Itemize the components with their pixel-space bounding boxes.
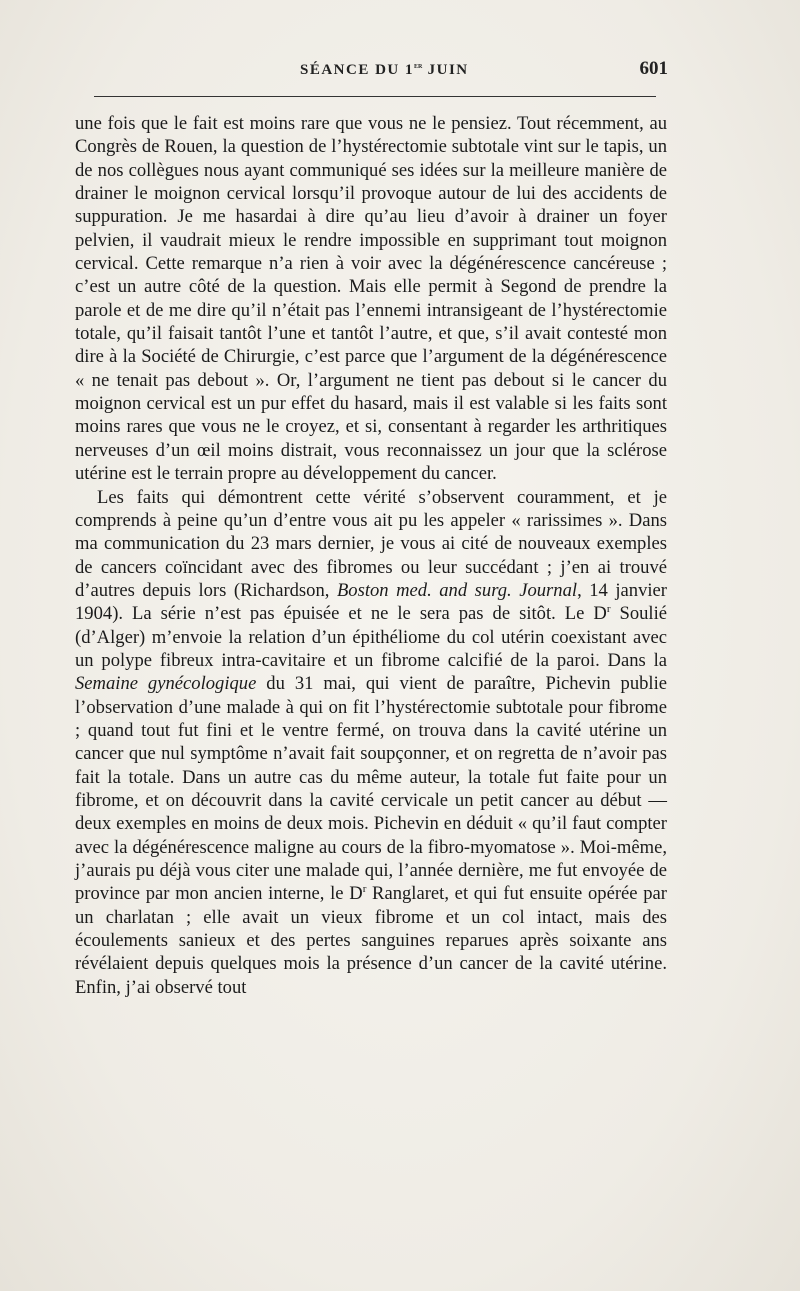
paragraph-2-text-4: du 31 mai, qui vient de paraître, Pichevin publie l’observation d’une malade à qui on fit l’hystérectomie subtotale pour fibrome ; quand tout fut fini et le ventre fermé, on trouva dans la cavité utérine un cancer que nul symptôme n’avait fait soupçonner, et on regretta de n’avoir pas fait la totale. Dans un autre cas du même auteur, la totale fut faite pour un fibrome, et on découvrit dans la cavité cervicale un petit cancer au début — deux exemples en moins de deux mois. Pichevin en déduit « qu’il faut compter avec la dégénérescence maligne au cours de la fibro-myomatose ». Moi-même, j’aurais pu déjà vous citer une malade qui, l’année dernière, me fut envoyée de province par mon ancien interne, le D xyxy=(75,673,667,905)
running-head xyxy=(0,58,800,84)
page-number: 601 xyxy=(639,58,668,79)
paragraph-2-text-1: Les faits qui démontrent cette vérité s’observent couramment, et je comprends à peine qu’un d’entre vous ait pu les appeler « rarissimes ». Dans ma communication du 23 mars dernier, je vous ai cité de nouveaux exemples de cancers coïncidant avec des fibromes ou leur succédant ; j’en ai trouvé d’autres depuis lors (Richardson, xyxy=(75,486,667,601)
running-title-end: JUIN xyxy=(422,62,469,78)
header-rule xyxy=(94,96,656,97)
doctor-superscript-2: r xyxy=(362,883,367,896)
running-title-superscript: er xyxy=(414,60,423,70)
running-title xyxy=(300,60,469,79)
paragraph-2-text-5: Ranglaret, et qui fut ensuite opérée par un charlatan ; elle avait un vieux fibrome et un col intact, mais des écoulements sanieux et des pertes sanguines reparues après soixante ans révélaient depuis quelques mois la présence d’un cancer de la cavité utérine. Enfin, j’ai observé tout xyxy=(75,883,667,998)
paragraph-2 xyxy=(75,486,667,1000)
running-title-main: SÉANCE DU 1 xyxy=(300,62,415,78)
paragraph-1-text: une fois que le fait est moins rare que vous ne le pensiez. Tout récemment, au Congrès de Rouen, la question de l’hystérectomie subtotale vint sur le tapis, un de nos collègues nous ayant communiqué ses idées sur la meilleure manière de drainer le moignon cervical lorsqu’il provoque autour de lui des accidents de suppuration. Je me hasardai à dire qu’au lieu d’avoir à drainer un foyer pelvien, il vaudrait mieux le rendre impossible en supprimant tout moignon cervical. Cette remarque n’a rien à voir avec la dégénérescence cancéreuse ; c’est un autre côté de la question. Mais elle permit à Segond de prendre la parole et de me dire qu’il n’était pas l’ennemi intransigeant de l’hystérectomie totale, qu’il faisait tantôt l’une et tantôt l’autre, et que, s’il avait contesté mon dire à la Société de Chirurgie, c’est parce que l’argument de la dégénérescence « ne tenait pas debout ». Or, l’argument ne tient pas debout si le cancer du moignon cervical est un pur effet du hasard, mais il est valable si les faits sont moins rares que vous ne le croyez, et si, consentant à regarder les arthritiques nerveuses d’un œil moins distrait, vous reconnaissez un jour que la sclérose utérine est le terrain propre au développement du cancer. xyxy=(75,113,667,485)
periodical-title: Semaine gynécologique xyxy=(75,673,257,695)
paragraph-2-text-2: , 14 janvier 1904). La série n’est pas épuisée et ne le sera pas de sitôt. Le D xyxy=(75,579,667,625)
paragraph-2-text-3: Soulié (d’Alger) m’envoie la relation d’un épithéliome du col utérin coexistant avec un polype fibreux intra-cavitaire et un fibrome calcifié de la paroi. Dans la xyxy=(75,603,668,671)
journal-title: Boston med. and surg. Journal xyxy=(336,579,578,601)
paragraph-1 xyxy=(75,112,667,486)
body-text xyxy=(75,112,667,999)
doctor-superscript-1: r xyxy=(606,603,611,616)
